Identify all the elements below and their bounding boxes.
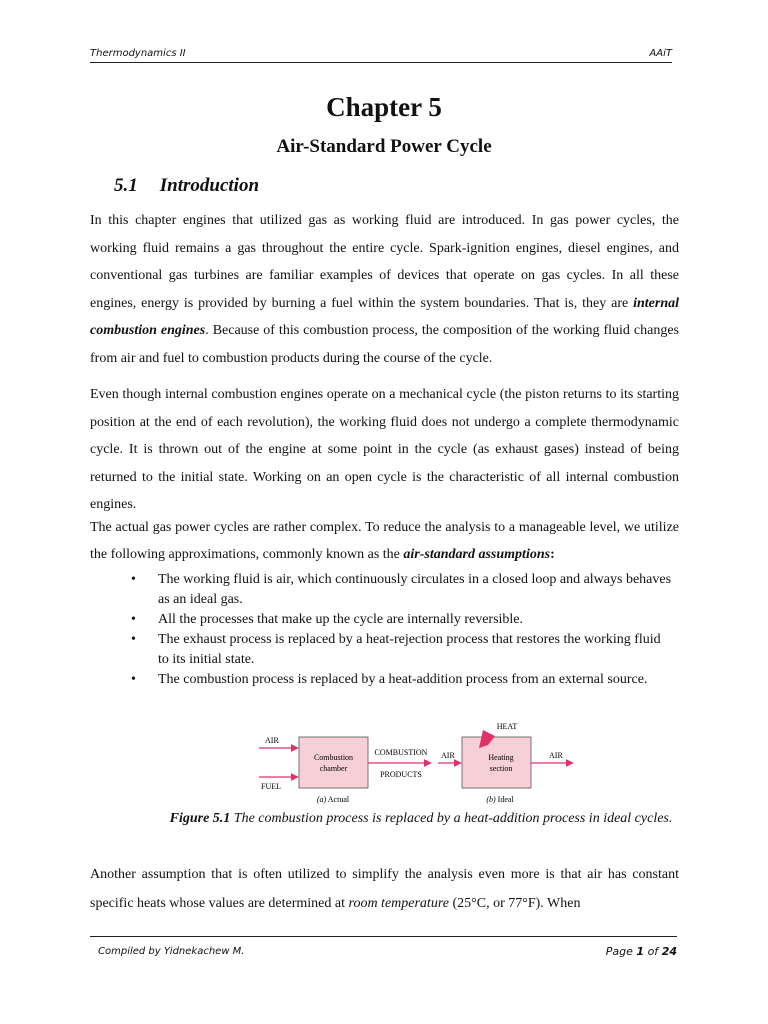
assumptions-list xyxy=(119,570,674,690)
emphasis-term: internal combustion engines xyxy=(90,295,679,338)
paragraph-text: . Because of this combustion process, the composition of the working fluid changes from air and fuel to combustion products during the course of the cycle. xyxy=(90,323,679,366)
figure-part-a-caption: (a) Actual xyxy=(316,795,350,804)
page-footer xyxy=(90,936,677,959)
emphasis-term: room temperature xyxy=(348,896,449,911)
list-item: • All the processes that make up the cycle are internally reversible. xyxy=(119,610,674,630)
paragraph-open-cycle: Even though internal combustion engines operate on a mechanical cycle (the piston returns to its starting position at the end of each revolution), the working fluid does not undergo a complete thermodynamic cycle. It is thrown out of the engine at some point in the cycle (as exhaust gases) instead of being returned to the initial state. Working on an open cycle is the characteristic of all internal combustion engines. xyxy=(90,387,679,512)
header-course-title: Thermodynamics II xyxy=(90,48,186,59)
combustion-label: COMBUSTION xyxy=(374,748,428,757)
paragraph-text: Another assumption that is often utilized to simplify the analysis even more is that air has constant specific heats whose values are determined at xyxy=(90,867,679,911)
ideal-air-in-label: AIR xyxy=(441,751,455,760)
figure-caption xyxy=(166,809,676,828)
page-number: Page 1 of 24 xyxy=(605,945,677,958)
list-item: • The working fluid is air, which continuously circulates in a closed loop and always behaves as an ideal gas. xyxy=(119,570,674,610)
combustion-diagram xyxy=(255,718,577,808)
figure-caption-text: The combustion process is replaced by a heat-addition process in ideal cycles. xyxy=(230,811,673,826)
figure-label: Figure 5.1 xyxy=(169,811,231,826)
combustion-chamber-label: Combustion xyxy=(313,753,354,762)
ideal-air-out-label: AIR xyxy=(549,751,563,760)
paragraph-text: (25°C, or 77°F). When xyxy=(448,896,581,911)
heating-section-box xyxy=(462,737,531,788)
fuel-label: FUEL xyxy=(261,782,281,791)
air-label: AIR xyxy=(265,736,279,745)
emphasis-term: air-standard assumptions xyxy=(403,547,551,562)
list-item: • The exhaust process is replaced by a heat-rejection process that restores the working fluid to its initial state. xyxy=(119,630,674,670)
combustion-chamber-box xyxy=(299,737,368,788)
paragraph-assumptions-intro xyxy=(90,514,679,568)
section-number: 5.1 xyxy=(114,175,138,196)
page-header xyxy=(90,44,672,63)
paragraph-text: The actual gas power cycles are rather complex. To reduce the analysis to a manageable level, we utilize the following approximations, commonly known as the xyxy=(90,520,679,562)
chapter-subtitle: Air-Standard Power Cycle xyxy=(276,136,492,157)
list-item: • The combustion process is replaced by a heat-addition process from an external source. xyxy=(119,670,674,690)
chapter-title: Chapter 5 xyxy=(326,92,442,122)
paragraph-colon: : xyxy=(550,547,555,562)
paragraph-intro xyxy=(90,207,679,372)
footer-author: Compiled by Yidnekachew M. xyxy=(98,946,245,957)
figure-diagram xyxy=(255,718,577,808)
products-label: PRODUCTS xyxy=(380,770,422,779)
section-title: Introduction xyxy=(159,175,260,196)
heating-section-label: section xyxy=(489,764,513,773)
paragraph-text: In this chapter engines that utilized gas as working fluid are introduced. In gas power cycles, the working fluid remains a gas throughout the entire cycle. Spark-ignition engines, diesel engines, and conventional gas turbines are familiar examples of devices that operate on gas cycles. In all these engines, energy is provided by burning a fuel within the system boundaries. That is, they are xyxy=(90,213,679,311)
section-heading xyxy=(114,175,259,197)
heating-section-label: Heating xyxy=(488,753,514,762)
header-institution: AAiT xyxy=(649,48,672,59)
figure-part-b-caption: (b) Ideal xyxy=(486,795,514,804)
heat-label: HEAT xyxy=(496,722,518,731)
paragraph-specific-heats xyxy=(90,860,679,918)
combustion-chamber-label: chamber xyxy=(319,764,348,773)
